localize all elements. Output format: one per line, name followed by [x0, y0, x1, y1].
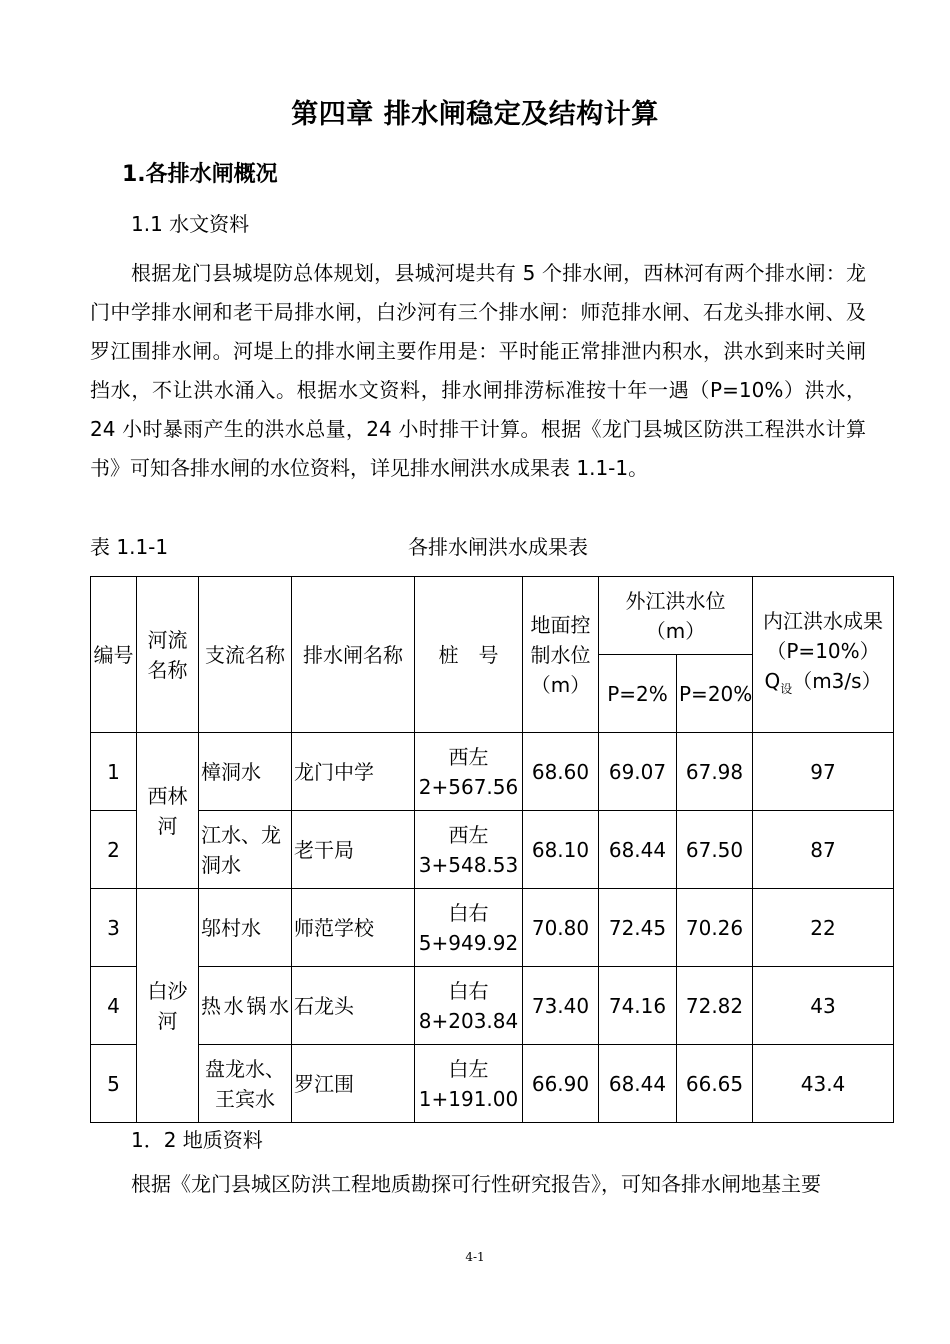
cell-sluice: 师范学校: [292, 889, 415, 967]
table-number: 表 1.1-1: [90, 535, 169, 559]
section-heading: 1.各排水闸概况: [122, 162, 278, 187]
geology-paragraph: 根据《龙门县城区防洪工程地质勘探可行性研究报告》，可知各排水闸地基主要: [131, 1172, 821, 1196]
cell-ground: 73.40: [523, 967, 599, 1045]
cell-p2: 68.44: [599, 1045, 677, 1123]
header-tributary: 支流名称: [199, 577, 292, 733]
cell-stake: 西左 2+567.56: [415, 733, 523, 811]
table-row: [91, 811, 894, 889]
cell-q: 97: [753, 733, 894, 811]
subsection-heading-geology: 1．2 地质资料: [131, 1128, 263, 1152]
cell-p20: 72.82: [677, 967, 753, 1045]
cell-no: 1: [91, 733, 137, 811]
header-p2: P=2%: [599, 655, 677, 733]
cell-q: 43.4: [753, 1045, 894, 1123]
cell-no: 2: [91, 811, 137, 889]
cell-ground: 66.90: [523, 1045, 599, 1123]
cell-tributary: 邬村水: [199, 889, 292, 967]
table-row: [91, 1045, 894, 1123]
header-outer-flood: 外江洪水位（m）: [599, 577, 753, 655]
cell-no: 3: [91, 889, 137, 967]
header-river: 河流名称: [137, 577, 199, 733]
cell-p2: 74.16: [599, 967, 677, 1045]
cell-no: 4: [91, 967, 137, 1045]
cell-q: 43: [753, 967, 894, 1045]
cell-sluice: 罗江围: [292, 1045, 415, 1123]
subsection-heading-hydrology: 1.1 水文资料: [131, 212, 250, 236]
cell-stake: 白左 1+191.00: [415, 1045, 523, 1123]
cell-stake: 西左 3+548.53: [415, 811, 523, 889]
cell-ground: 68.60: [523, 733, 599, 811]
cell-tributary: 热水锅水: [199, 967, 292, 1045]
cell-stake: 白右 5+949.92: [415, 889, 523, 967]
page-number: 4-1: [465, 1250, 485, 1264]
cell-p2: 72.45: [599, 889, 677, 967]
table-row: [91, 967, 894, 1045]
header-p20: P=20%: [677, 655, 753, 733]
cell-p2: 68.44: [599, 811, 677, 889]
cell-p20: 66.65: [677, 1045, 753, 1123]
header-no: 编号: [91, 577, 137, 733]
cell-tributary: 樟洞水: [199, 733, 292, 811]
hydrology-paragraph: 根据龙门县城堤防总体规划，县城河堤共有 5 个排水闸，西林河有两个排水闸：龙门中学排水闸和老干局排水闸，白沙河有三个排水闸：师范排水闸、石龙头排水闸、及罗江围排水闸。河堤上的排水闸主要作用是：平时能正常排泄内积水，洪水到来时关闸挡水，不让洪水涌入。根据水文资料，排水闸排涝标准按十年一遇（P=10%）洪水，24 小时暴雨产生的洪水总量，24 小时排干计算。根据《龙门县城区防洪工程洪水计算书》可知各排水闸的水位资料，详见排水闸洪水成果表 1.1-1。: [90, 261, 866, 480]
cell-river: 西林河: [137, 733, 199, 889]
cell-ground: 70.80: [523, 889, 599, 967]
cell-stake: 白右 8+203.84: [415, 967, 523, 1045]
cell-tributary: 江水、龙洞水: [199, 811, 292, 889]
cell-sluice: 老干局: [292, 811, 415, 889]
table-row: [91, 733, 894, 811]
cell-no: 5: [91, 1045, 137, 1123]
cell-river: 白沙河: [137, 889, 199, 1123]
cell-sluice: 龙门中学: [292, 733, 415, 811]
cell-ground: 68.10: [523, 811, 599, 889]
header-stake: 桩 号: [415, 577, 523, 733]
table-name: 各排水闸洪水成果表: [408, 535, 588, 559]
table-row: [91, 889, 894, 967]
header-ground-level: 地面控制水位（m）: [523, 577, 599, 733]
cell-p20: 70.26: [677, 889, 753, 967]
flood-results-table: [90, 576, 894, 1123]
header-sluice: 排水闸名称: [292, 577, 415, 733]
table-caption: [90, 531, 866, 561]
cell-q: 22: [753, 889, 894, 967]
header-inner-line1: 内江洪水成果: [763, 608, 884, 633]
chapter-title: 第四章 排水闸稳定及结构计算: [291, 99, 659, 130]
cell-sluice: 石龙头: [292, 967, 415, 1045]
cell-q: 87: [753, 811, 894, 889]
cell-tributary: 盘龙水、王宾水: [199, 1045, 292, 1123]
cell-p20: 67.98: [677, 733, 753, 811]
header-inner-flood: [753, 577, 894, 733]
header-inner-line2: （P=10%）: [766, 638, 880, 663]
cell-p20: 67.50: [677, 811, 753, 889]
cell-p2: 69.07: [599, 733, 677, 811]
header-inner-line3: $Q_设(m3/s)$: [764, 668, 882, 696]
